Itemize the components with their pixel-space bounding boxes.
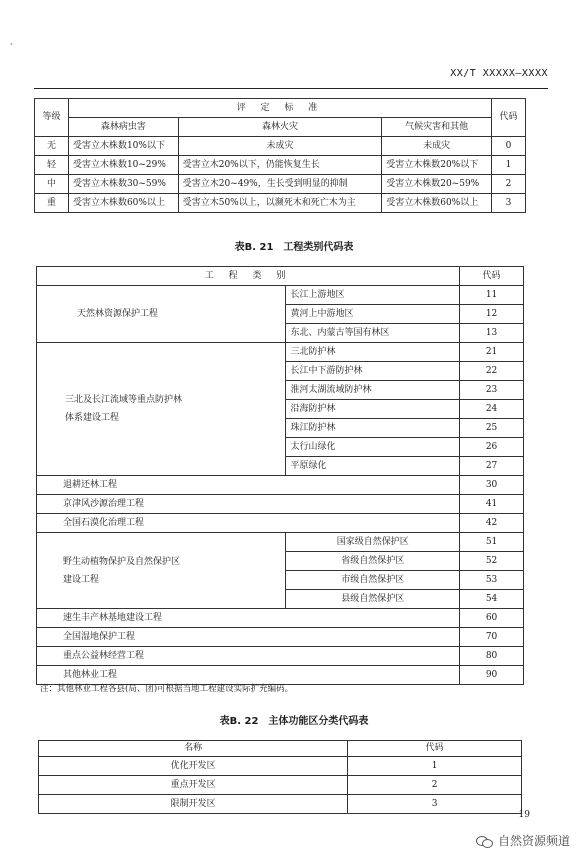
project-name: 全国湿地保护工程 — [37, 628, 460, 647]
code-header: 代码 — [460, 267, 524, 286]
item-name: 长江中下游防护林 — [286, 362, 460, 381]
code-header: 代码 — [492, 99, 526, 137]
fire-cell: 受害立木20~49%，生长受到明显的抑制 — [178, 175, 382, 194]
zone-code: 2 — [348, 776, 522, 795]
page-number: 19 — [518, 810, 530, 820]
grade-cell: 重 — [35, 194, 69, 213]
pest-cell: 受害立木株数10%以下 — [68, 137, 178, 156]
project-name: 速生丰产林基地建设工程 — [37, 609, 460, 628]
item-code: 27 — [460, 457, 524, 476]
item-name: 沿海防护林 — [286, 400, 460, 419]
group-name-line1: 野生动植物保护及自然保护区 — [63, 556, 181, 567]
table-row — [35, 175, 526, 194]
fire-header: 森林火灾 — [178, 118, 382, 137]
table-row — [37, 533, 524, 552]
item-name: 淮河太湖流域防护林 — [286, 381, 460, 400]
item-name: 平原绿化 — [286, 457, 460, 476]
table-row — [37, 476, 524, 495]
project-name: 退耕还林工程 — [37, 476, 460, 495]
watermark-text: 自然资源频道 — [497, 834, 570, 848]
table-b22-caption: 表B. 22 主体功能区分类代码表 — [219, 716, 369, 727]
item-name: 黄河上中游地区 — [286, 305, 460, 324]
item-code: 25 — [460, 419, 524, 438]
table-row — [39, 757, 522, 776]
climate-cell: 受害立木株数60%以上 — [382, 194, 492, 213]
table-row — [37, 514, 524, 533]
table-header-row — [39, 741, 522, 757]
item-name: 县级自然保护区 — [286, 590, 460, 609]
item-code: 53 — [460, 571, 524, 590]
group-wildlife — [37, 533, 286, 609]
wechat-icon — [476, 835, 494, 847]
project-category-table — [36, 266, 524, 685]
table-b21-caption: 表B. 21 工程类别代码表 — [234, 242, 354, 253]
project-name: 京津风沙源治理工程 — [37, 495, 460, 514]
item-code: 24 — [460, 400, 524, 419]
item-code: 13 — [460, 324, 524, 343]
table-subheader-row — [35, 118, 526, 137]
item-code: 23 — [460, 381, 524, 400]
project-code: 70 — [460, 628, 524, 647]
item-name: 长江上游地区 — [286, 286, 460, 305]
item-name: 太行山绿化 — [286, 438, 460, 457]
table-row — [37, 495, 524, 514]
group-shelterbelt — [37, 343, 286, 476]
item-code: 54 — [460, 590, 524, 609]
item-name: 三北防护林 — [286, 343, 460, 362]
criteria-header: 评 定 标 准 — [68, 99, 491, 118]
table-row — [35, 194, 526, 213]
header-rule — [34, 88, 548, 89]
grade-cell: 无 — [35, 137, 69, 156]
name-header: 名称 — [39, 741, 348, 757]
climate-cell: 未成灾 — [382, 137, 492, 156]
item-code: 51 — [460, 533, 524, 552]
corner-mark: 、 — [10, 37, 18, 46]
climate-cell: 受害立木株数20%以下 — [382, 156, 492, 175]
project-code: 90 — [460, 666, 524, 685]
pest-header: 森林病虫害 — [68, 118, 178, 137]
project-name: 其他林业工程 — [37, 666, 460, 685]
group-name-line2: 建设工程 — [63, 574, 100, 585]
item-name: 市级自然保护区 — [286, 571, 460, 590]
item-name: 东北、内蒙古等国有林区 — [286, 324, 460, 343]
project-code: 30 — [460, 476, 524, 495]
table-header-row — [35, 99, 526, 118]
project-code: 60 — [460, 609, 524, 628]
project-code: 41 — [460, 495, 524, 514]
project-name: 重点公益林经营工程 — [37, 647, 460, 666]
item-name: 省级自然保护区 — [286, 552, 460, 571]
zone-name: 重点开发区 — [39, 776, 348, 795]
group-natural-forest: 天然林资源保护工程 — [37, 286, 286, 343]
item-code: 52 — [460, 552, 524, 571]
fire-cell: 未成灾 — [178, 137, 382, 156]
group-name-line2: 体系建设工程 — [65, 413, 120, 423]
table-row — [39, 795, 522, 814]
table-row — [35, 137, 526, 156]
zone-code: 1 — [348, 757, 522, 776]
code-cell: 3 — [492, 194, 526, 213]
table-row — [37, 647, 524, 666]
pest-cell: 受害立木株数10~29% — [68, 156, 178, 175]
pest-cell: 受害立木株数30~59% — [68, 175, 178, 194]
watermark — [476, 832, 570, 849]
table-row — [37, 609, 524, 628]
project-name: 全国石漠化治理工程 — [37, 514, 460, 533]
code-cell: 1 — [492, 156, 526, 175]
disaster-grade-table — [34, 98, 526, 213]
table-note: 注：其他林业工程各县(局、团)可根据当地工程建设实际扩充编码。 — [40, 684, 294, 694]
function-zone-table — [38, 740, 522, 814]
climate-header: 气候灾害和其他 — [382, 118, 492, 137]
table-row — [37, 343, 524, 362]
fire-cell: 受害立木50%以上，以濒死木和死亡木为主 — [178, 194, 382, 213]
group-name-line1: 三北及长江流域等重点防护林 — [65, 395, 183, 405]
document-code: XX/T XXXXX—XXXX — [450, 68, 548, 79]
zone-name: 优化开发区 — [39, 757, 348, 776]
climate-cell: 受害立木株数20~59% — [382, 175, 492, 194]
code-cell: 2 — [492, 175, 526, 194]
item-code: 12 — [460, 305, 524, 324]
fire-cell: 受害立木20%以下，仍能恢复生长 — [178, 156, 382, 175]
pest-cell: 受害立木株数60%以上 — [68, 194, 178, 213]
project-code: 80 — [460, 647, 524, 666]
zone-code: 3 — [348, 795, 522, 814]
table-row — [37, 628, 524, 647]
category-header: 工 程 类 别 — [37, 267, 460, 286]
table-row — [39, 776, 522, 795]
item-code: 22 — [460, 362, 524, 381]
code-cell: 0 — [492, 137, 526, 156]
item-name: 国家级自然保护区 — [286, 533, 460, 552]
grade-cell: 轻 — [35, 156, 69, 175]
table-header-row — [37, 267, 524, 286]
table-row — [35, 156, 526, 175]
zone-name: 限制开发区 — [39, 795, 348, 814]
item-code: 11 — [460, 286, 524, 305]
item-name: 珠江防护林 — [286, 419, 460, 438]
grade-cell: 中 — [35, 175, 69, 194]
table-row — [37, 286, 524, 305]
code-header: 代码 — [348, 741, 522, 757]
item-code: 26 — [460, 438, 524, 457]
project-code: 42 — [460, 514, 524, 533]
grade-header: 等级 — [35, 99, 69, 137]
item-code: 21 — [460, 343, 524, 362]
